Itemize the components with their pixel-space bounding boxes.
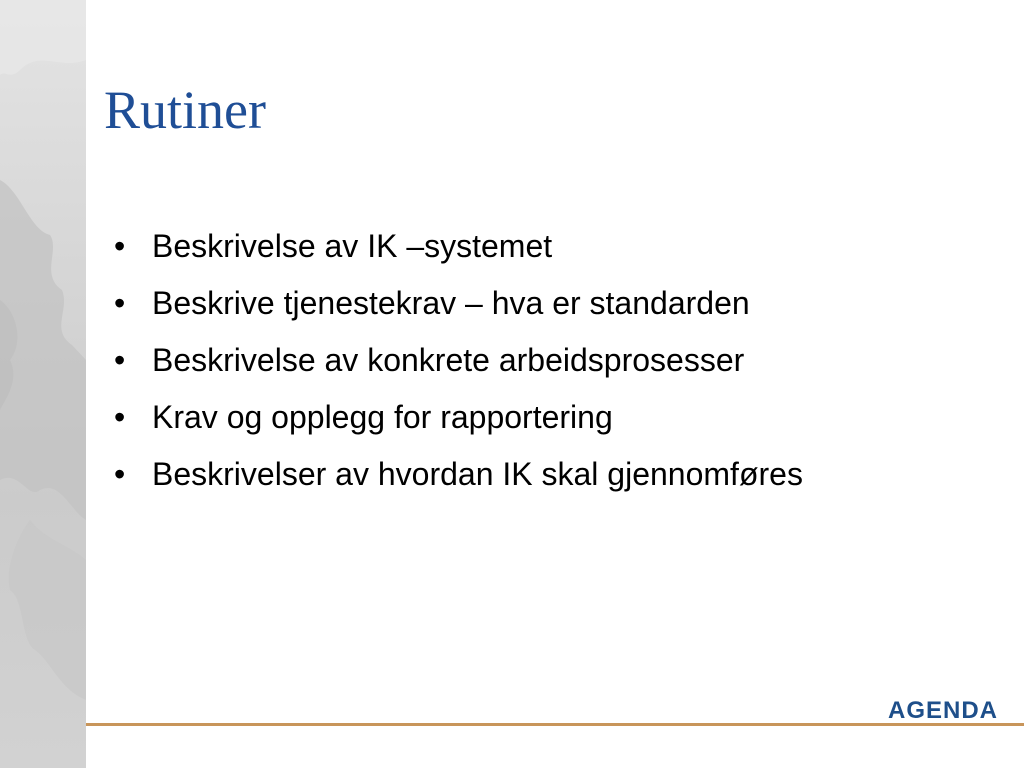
slide-title: Rutiner bbox=[104, 80, 266, 140]
bullet-marker: • bbox=[114, 456, 126, 492]
agenda-logo: AGENDA bbox=[887, 697, 998, 724]
bullet-text: Beskrivelser av hvordan IK skal gjennomføres bbox=[152, 456, 803, 492]
footer-divider bbox=[86, 723, 1024, 726]
bullet-list bbox=[110, 228, 970, 513]
bullet-text: Beskrive tjenestekrav – hva er standarden bbox=[152, 285, 750, 321]
bullet-text: Beskrivelse av konkrete arbeidsprosesser bbox=[152, 342, 745, 378]
bullet-marker: • bbox=[114, 342, 126, 378]
bullet-marker: • bbox=[114, 399, 126, 435]
list-item bbox=[110, 228, 970, 265]
decorative-map-panel bbox=[0, 0, 86, 768]
bullet-marker: • bbox=[114, 285, 126, 321]
bullet-text: Krav og opplegg for rapportering bbox=[152, 399, 613, 435]
list-item bbox=[110, 285, 970, 322]
list-item bbox=[110, 342, 970, 379]
bullet-text: Beskrivelse av IK –systemet bbox=[152, 228, 553, 264]
list-item bbox=[110, 456, 970, 493]
list-item bbox=[110, 399, 970, 436]
map-pattern-icon bbox=[0, 0, 86, 768]
bullet-marker: • bbox=[114, 228, 126, 264]
